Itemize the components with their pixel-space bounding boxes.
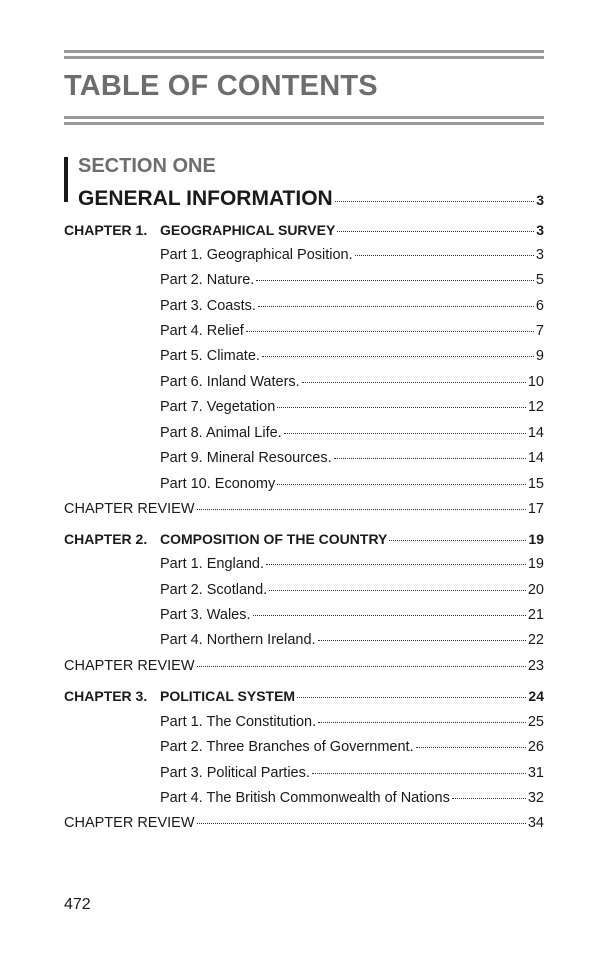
page-ref: 22 <box>527 632 544 648</box>
toc-entry-part[interactable] <box>160 425 544 441</box>
page-ref: 17 <box>527 501 544 517</box>
dot-leader <box>262 356 534 357</box>
part-title: Part 1. The Constitution. <box>160 714 317 730</box>
part-title: Part 2. Three Branches of Government. <box>160 739 414 755</box>
title-rule-upper <box>64 116 544 119</box>
toc-entry-part[interactable] <box>160 790 544 806</box>
chapter-number: CHAPTER 2. <box>64 531 148 547</box>
toc-entry-part[interactable] <box>160 323 544 339</box>
part-title: Part 3. Political Parties. <box>160 765 310 781</box>
dot-leader <box>297 697 526 698</box>
section-title: GENERAL INFORMATION <box>78 187 333 210</box>
page-ref: 19 <box>528 531 544 547</box>
toc-entry-part[interactable] <box>160 632 544 648</box>
page-ref: 3 <box>535 247 544 263</box>
part-title: Part 1. Geographical Position. <box>160 247 353 263</box>
chapter-number: CHAPTER 1. <box>64 222 148 238</box>
review-title: CHAPTER REVIEW <box>64 815 195 831</box>
toc-entry-part[interactable] <box>160 298 544 314</box>
part-title: Part 10. Economy <box>160 476 276 492</box>
page-ref: 12 <box>527 399 544 415</box>
part-title: Part 1. England. <box>160 556 264 572</box>
dot-leader <box>416 747 526 748</box>
toc-entry-chapter-2[interactable] <box>64 531 544 547</box>
dot-leader <box>335 201 534 202</box>
part-title: Part 4. Relief <box>160 323 244 339</box>
dot-leader <box>337 231 534 232</box>
toc-entry-part[interactable] <box>160 739 544 755</box>
dot-leader <box>197 666 526 667</box>
part-title: Part 2. Nature. <box>160 272 255 288</box>
dot-leader <box>334 458 526 459</box>
dot-leader <box>318 640 526 641</box>
part-title: Part 4. Northern Ireland. <box>160 632 316 648</box>
dot-leader <box>389 540 526 541</box>
section-label: SECTION ONE <box>78 155 216 177</box>
page-ref: 3 <box>536 222 544 238</box>
top-double-rule-upper <box>64 50 544 53</box>
page-ref: 9 <box>535 348 544 364</box>
toc-entry-part[interactable] <box>160 272 544 288</box>
page-ref: 19 <box>527 556 544 572</box>
dot-leader <box>452 798 526 799</box>
part-title: Part 7. Vegetation <box>160 399 276 415</box>
toc-entry-section[interactable] <box>78 187 544 211</box>
part-title: Part 6. Inland Waters. <box>160 374 300 390</box>
dot-leader <box>253 615 526 616</box>
dot-leader <box>258 306 534 307</box>
page-ref: 31 <box>527 765 544 781</box>
page-ref: 14 <box>527 425 544 441</box>
review-title: CHAPTER REVIEW <box>64 501 195 517</box>
dot-leader <box>302 382 526 383</box>
dot-leader <box>266 564 526 565</box>
dot-leader <box>277 407 526 408</box>
toc-entry-part[interactable] <box>160 247 544 263</box>
part-title: Part 9. Mineral Resources. <box>160 450 332 466</box>
toc-entry-chapter-review[interactable] <box>64 658 544 674</box>
dot-leader <box>197 509 526 510</box>
title-rule-lower <box>64 122 544 125</box>
page-ref: 32 <box>527 790 544 806</box>
page-ref: 26 <box>527 739 544 755</box>
page-number: 472 <box>64 896 91 913</box>
dot-leader <box>312 773 526 774</box>
dot-leader <box>284 433 526 434</box>
dot-leader <box>256 280 534 281</box>
chapter-title: COMPOSITION OF THE COUNTRY <box>160 531 388 547</box>
toc-entry-part[interactable] <box>160 714 544 730</box>
dot-leader <box>269 590 526 591</box>
section-marker-bar <box>64 157 68 202</box>
dot-leader <box>246 331 534 332</box>
toc-entry-part[interactable] <box>160 450 544 466</box>
chapter-number: CHAPTER 3. <box>64 688 148 704</box>
dot-leader <box>318 722 526 723</box>
page-ref: 15 <box>527 476 544 492</box>
part-title: Part 8. Animal Life. <box>160 425 282 441</box>
toc-entry-part[interactable] <box>160 399 544 415</box>
top-double-rule-lower <box>64 56 544 59</box>
page-ref: 21 <box>527 607 544 623</box>
page-ref: 6 <box>535 298 544 314</box>
toc-entry-part[interactable] <box>160 582 544 598</box>
part-title: Part 4. The British Commonwealth of Nations <box>160 790 450 806</box>
part-title: Part 3. Wales. <box>160 607 251 623</box>
page-ref: 5 <box>535 272 544 288</box>
toc-entry-part[interactable] <box>160 556 544 572</box>
dot-leader <box>277 484 526 485</box>
page-ref: 14 <box>527 450 544 466</box>
chapter-title: GEOGRAPHICAL SURVEY <box>160 222 336 238</box>
page-ref: 25 <box>527 714 544 730</box>
toc-entry-part[interactable] <box>160 607 544 623</box>
page-ref: 10 <box>527 374 544 390</box>
page-ref: 3 <box>536 192 544 208</box>
review-title: CHAPTER REVIEW <box>64 658 195 674</box>
toc-entry-part[interactable] <box>160 476 544 492</box>
page-ref: 34 <box>527 815 544 831</box>
dot-leader <box>355 255 534 256</box>
part-title: Part 3. Coasts. <box>160 298 256 314</box>
dot-leader <box>197 823 526 824</box>
part-title: Part 2. Scotland. <box>160 582 268 598</box>
page-ref: 7 <box>535 323 544 339</box>
toc-entry-chapter-3[interactable] <box>64 688 544 704</box>
page-ref: 20 <box>527 582 544 598</box>
part-title: Part 5. Climate. <box>160 348 260 364</box>
toc-entry-part[interactable] <box>160 765 544 781</box>
page-ref: 24 <box>528 688 544 704</box>
chapter-title: POLITICAL SYSTEM <box>160 688 296 704</box>
toc-entry-chapter-review[interactable] <box>64 815 544 831</box>
toc-entry-part[interactable] <box>160 348 544 364</box>
page-title: TABLE OF CONTENTS <box>64 70 378 102</box>
toc-entry-part[interactable] <box>160 374 544 390</box>
toc-entry-chapter-review[interactable] <box>64 501 544 517</box>
toc-entry-chapter-1[interactable] <box>64 222 544 238</box>
page-ref: 23 <box>527 658 544 674</box>
